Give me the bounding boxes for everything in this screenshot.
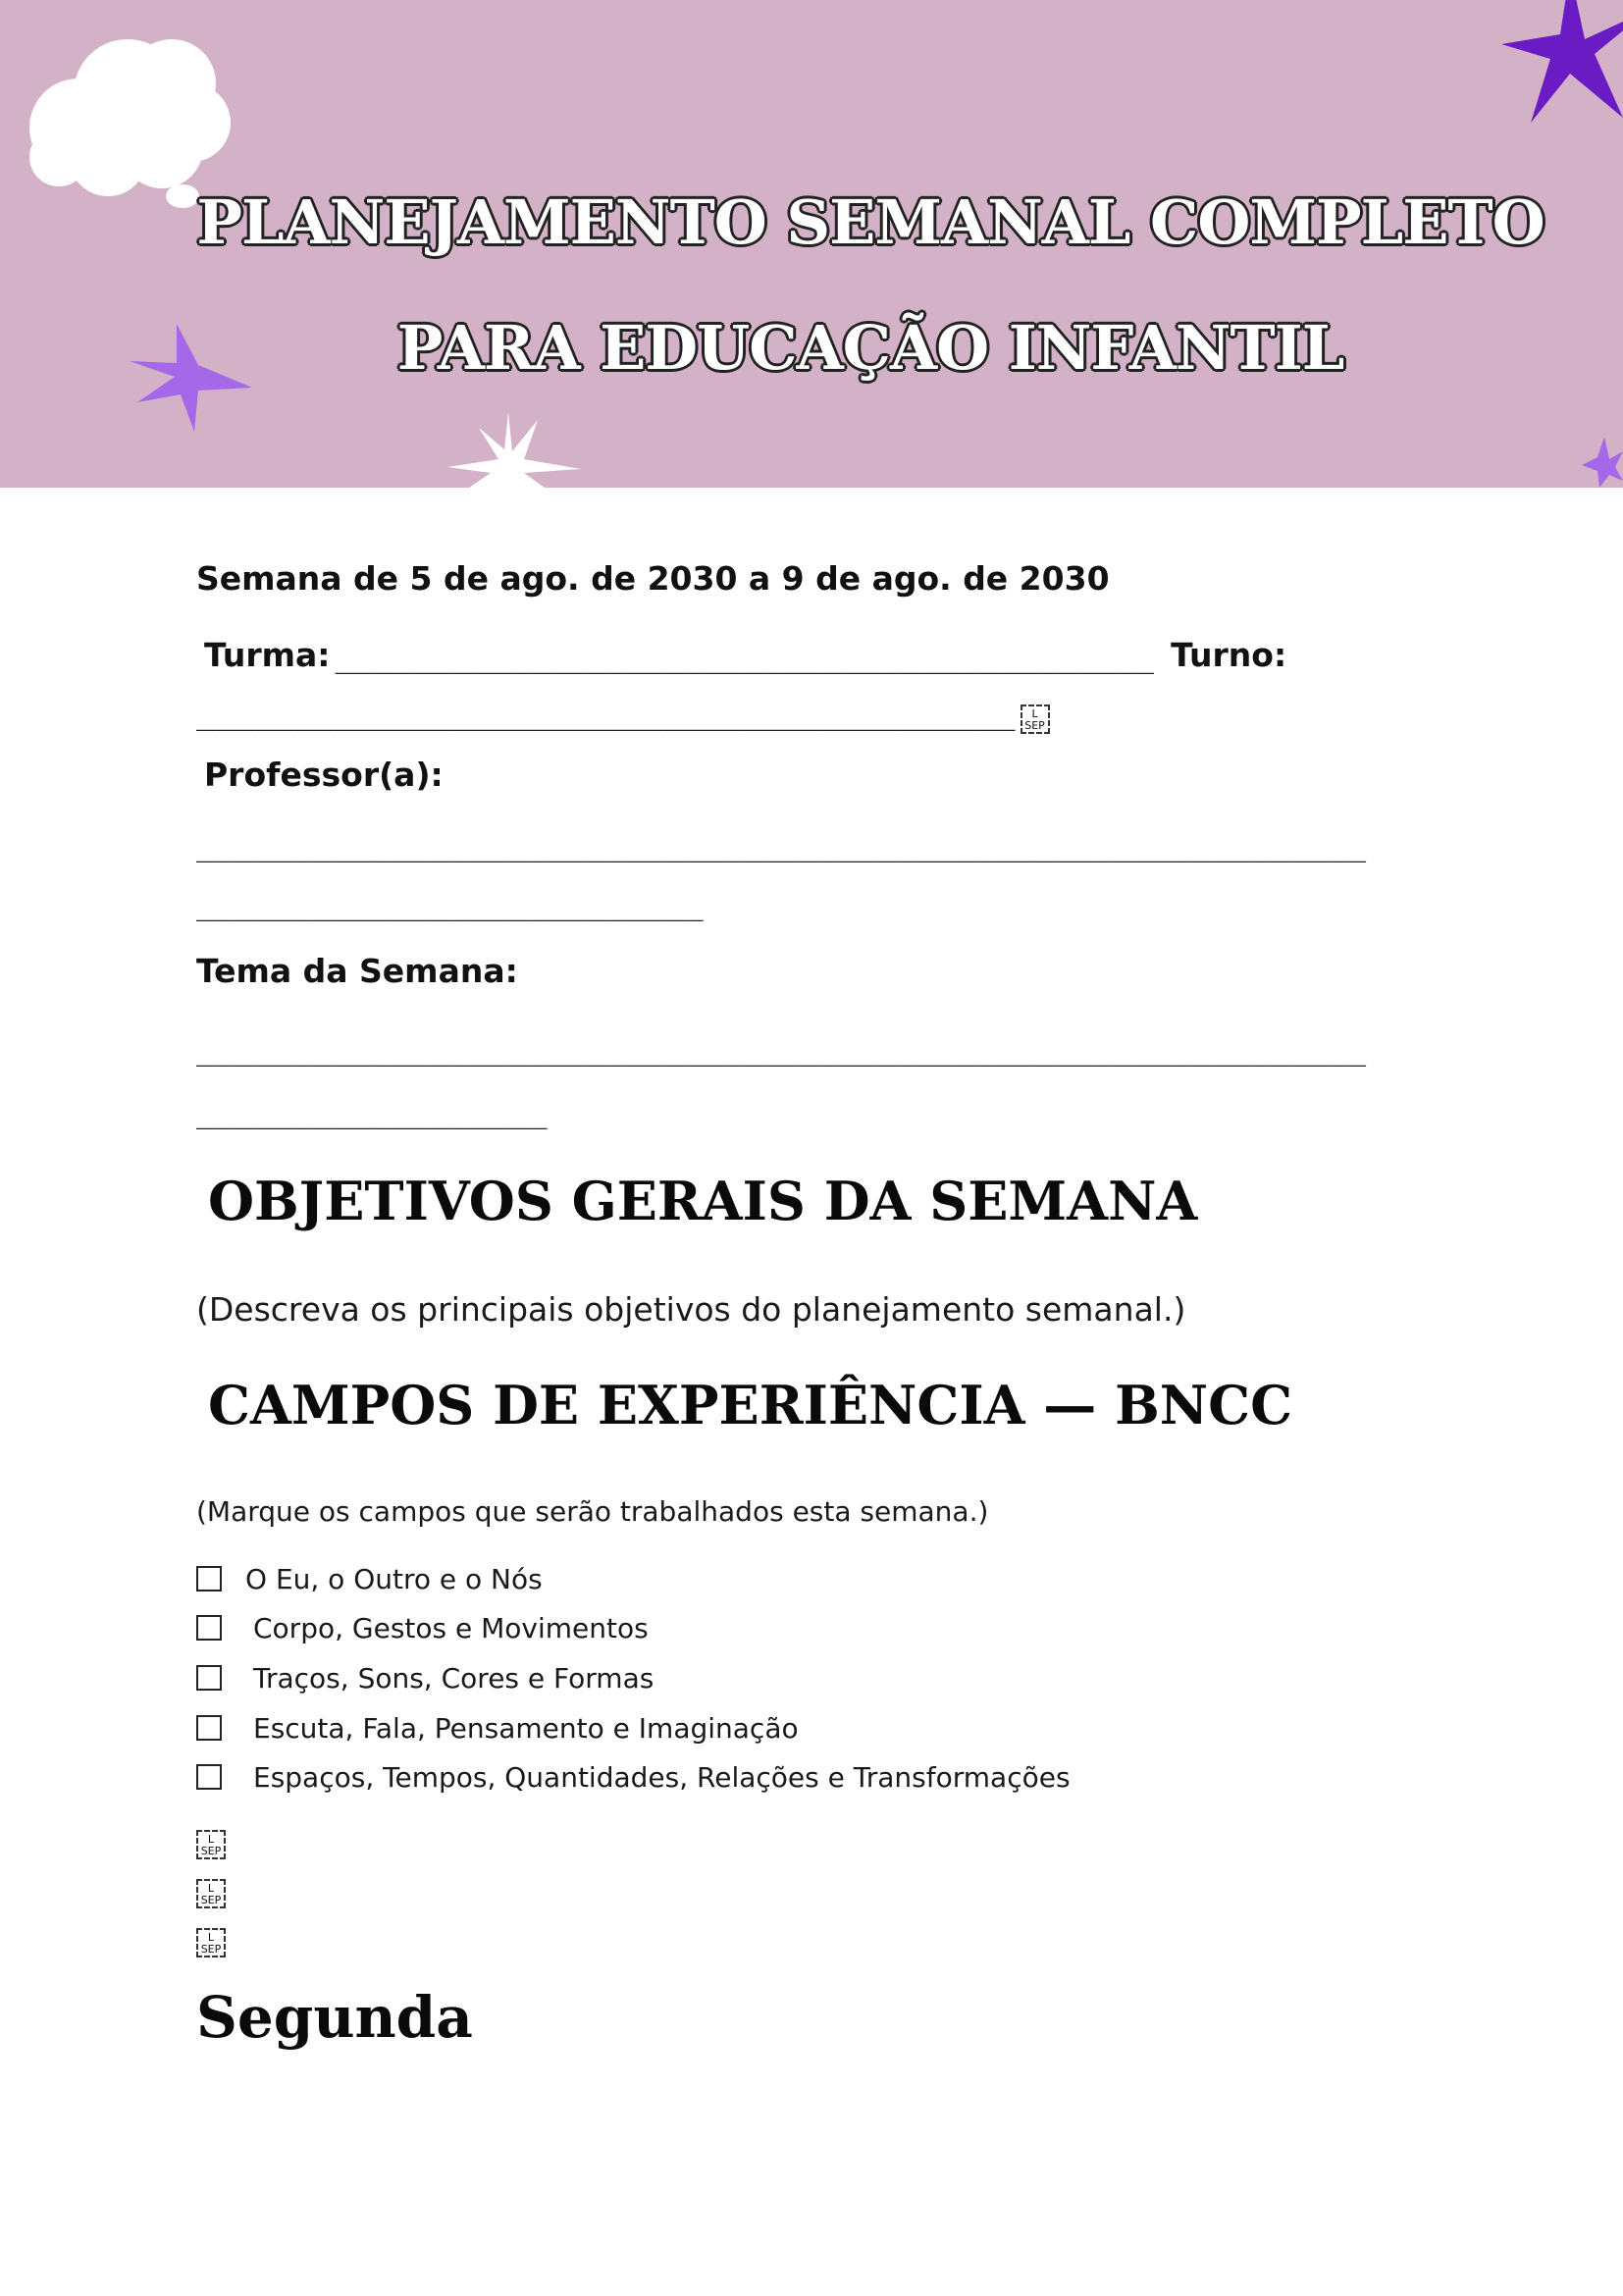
day-heading: Segunda: [196, 1984, 473, 2051]
campo-label: Escuta, Fala, Pensamento e Imaginação: [253, 1711, 799, 1745]
star-icon: [1582, 437, 1623, 488]
turno-label: Turno:: [1171, 636, 1287, 674]
campo-label: Espaços, Tempos, Quantidades, Relações e Transformações: [253, 1760, 1071, 1794]
sep-glyph-row: [196, 1928, 226, 1957]
professor-label: Professor(a):: [204, 756, 444, 794]
checkbox[interactable]: [196, 1566, 222, 1592]
sep-glyph-icon: L SEP: [1021, 704, 1050, 734]
professor-line-2[interactable]: __________________________: [196, 883, 704, 921]
checkbox[interactable]: [196, 1665, 222, 1691]
campo-label: O Eu, o Outro e o Nós: [245, 1562, 543, 1595]
campo-label: Traços, Sons, Cores e Formas: [253, 1661, 654, 1695]
objetivos-heading: OBJETIVOS GERAIS DA SEMANA: [208, 1170, 1198, 1232]
checkbox[interactable]: [196, 1615, 222, 1641]
campo-label: Corpo, Gestos e Movimentos: [253, 1611, 649, 1644]
sep-glyph-icon: L SEP: [196, 1830, 226, 1859]
campos-instruction: (Marque os campos que serão trabalhados esta semana.): [196, 1495, 989, 1528]
tema-label: Tema da Semana:: [196, 952, 518, 990]
checkbox[interactable]: [196, 1715, 222, 1741]
campo-item[interactable]: [196, 1660, 654, 1696]
title-line-2: PARA EDUCAÇÃO INFANTIL: [396, 312, 1344, 384]
sparkle-icon: [447, 412, 581, 488]
campos-heading: CAMPOS DE EXPERIÊNCIA — BNCC: [208, 1374, 1293, 1436]
campo-item[interactable]: [196, 1710, 799, 1746]
sep-glyph-row: [196, 1830, 226, 1859]
turma-row: [204, 636, 1286, 674]
campo-item[interactable]: [196, 1561, 543, 1596]
turno-line[interactable]: __________________________________________: [196, 693, 1016, 731]
header-banner: [0, 0, 1623, 488]
professor-line-1[interactable]: ____________________________________________________________: [196, 824, 1367, 862]
sep-glyph-icon: L SEP: [196, 1928, 226, 1957]
tema-line-2[interactable]: __________________: [196, 1091, 548, 1129]
sep-glyph-icon: L SEP: [196, 1879, 226, 1908]
star-icon: [1501, 0, 1623, 123]
sep-glyph-row: [196, 1879, 226, 1908]
campo-item[interactable]: [196, 1610, 649, 1645]
objetivos-description: (Descreva os principais objetivos do planejamento semanal.): [196, 1290, 1186, 1329]
turma-line[interactable]: __________________________________________: [335, 636, 1155, 674]
turno-row: [196, 693, 1050, 734]
tema-line-1[interactable]: ____________________________________________________________: [196, 1028, 1367, 1067]
campo-item[interactable]: [196, 1759, 1071, 1795]
checkbox[interactable]: [196, 1764, 222, 1790]
turma-label: Turma:: [204, 636, 331, 674]
title-line-1: PLANEJAMENTO SEMANAL COMPLETO: [196, 186, 1544, 258]
week-range: Semana de 5 de ago. de 2030 a 9 de ago. de 2030: [196, 559, 1110, 598]
